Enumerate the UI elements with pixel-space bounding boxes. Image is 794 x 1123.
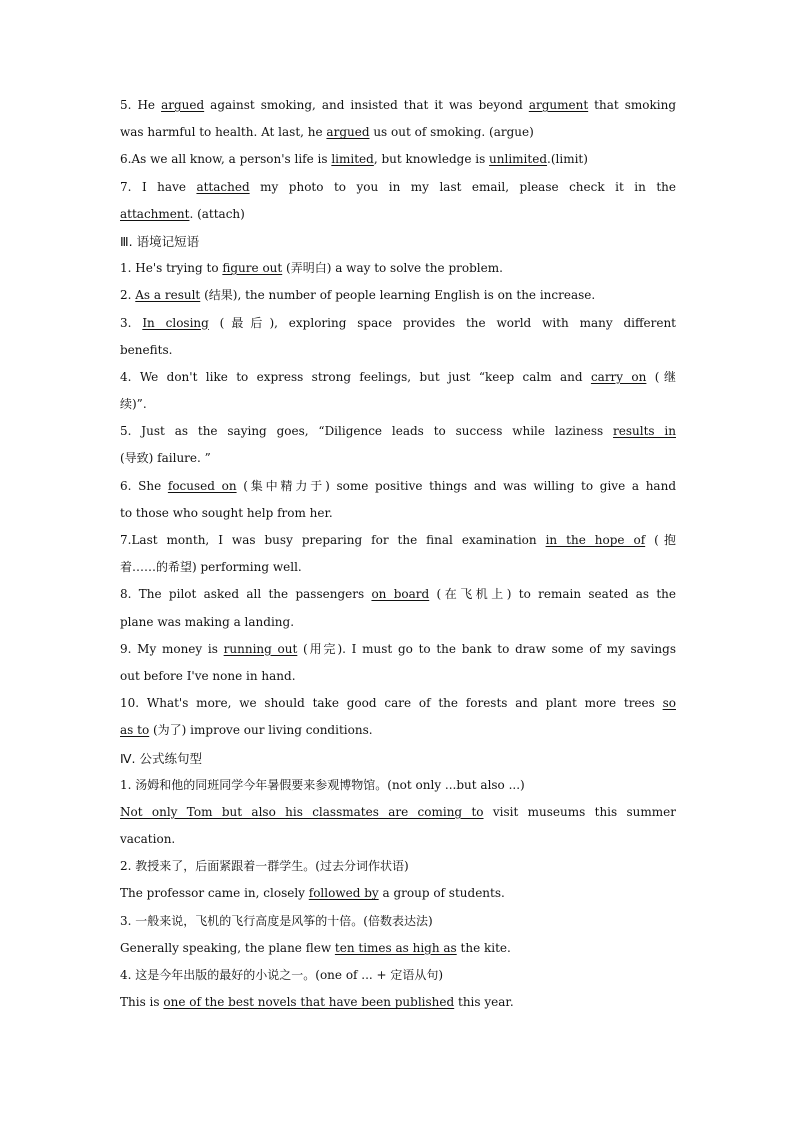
s4-item-4-answer: This is one of the best novels that have been published this year. [120,995,514,1010]
answer-blank: argued [161,98,205,112]
s3-item-7-line-1: 7.Last month, I was busy preparing for the final examination in the hope of (抱 [120,533,676,547]
s3-item-5-line-1: 5. Just as the saying goes, “Diligence leads to success while laziness results in [120,424,676,439]
answer-blank: so [662,696,676,711]
s3-item-10-line-1: 10. What's more, we should take good care of the forests and plant more trees so [120,696,676,711]
answer-blank: in the hope of [545,533,646,547]
answer-blank: unlimited [489,152,548,167]
answer-blank: limited [331,152,374,167]
item-7-line-1: 7. I have attached my photo to you in my last email, please check it in the [120,179,676,194]
s3-item-2: 2. As a result (结果), the number of people learning English is on the increase. [120,288,596,303]
s4-item-2-answer: The professor came in, closely followed by a group of students. [120,886,505,901]
s3-item-6-line-1: 6. She focused on (集中精力于) some positive things and was willing to give a hand [120,478,676,493]
s4-item-2-question: 2. 教授来了，后面紧跟着一群学生。(过去分词作状语) [120,859,409,874]
s3-item-4-line-1: 4. We don't like to express strong feelings, but just “keep calm and carry on (继 [120,369,676,384]
answer-blank: on board [371,587,430,602]
item-5-line-2: was harmful to health. At last, he argued us out of smoking. (argue) [120,125,534,140]
item-6: 6.As we all know, a person's life is limited, but knowledge is unlimited.(limit) [120,152,588,167]
s4-item-1-answer-line-2: vacation. [120,832,176,847]
answer-blank: Not only Tom but also his classmates are coming to [120,804,484,819]
answer-blank: followed by [308,886,379,901]
s3-item-8-line-1: 8. The pilot asked all the passengers on board (在飞机上) to remain seated as the [120,587,676,602]
s3-item-9-line-2: out before I've none in hand. [120,668,296,683]
s4-item-4-question: 4. 这是今年出版的最好的小说之一。(one of ... + 定语从句) [120,968,444,982]
document-page [120,92,676,1016]
answer-blank: argued [326,125,370,140]
s3-item-10-line-2: as to (为了) improve our living conditions. [120,723,373,738]
answer-blank: focused on [167,478,237,493]
answer-blank: In closing [142,315,209,330]
answer-blank: attachment [120,206,190,221]
s4-item-1-question: 1. 汤姆和他的同班同学今年暑假要来参观博物馆。(not only ...but also ...) [120,777,525,792]
s4-item-1-answer-line-1: Not only Tom but also his classmates are coming to visit museums this summer [120,804,676,819]
item-7-line-2: attachment. (attach) [120,206,245,221]
s4-item-3-answer: Generally speaking, the plane flew ten times as high as the kite. [120,940,511,955]
s3-item-1: 1. He's trying to figure out (弄明白) a way to solve the problem. [120,261,503,276]
s3-item-3-line-2: benefits. [120,342,173,357]
answer-blank: figure out [222,261,283,276]
section-4-heading: Ⅳ. 公式练句型 [120,750,202,766]
s3-item-9-line-1: 9. My money is running out (用完). I must go to the bank to draw some of my savings [120,641,676,656]
answer-blank: ten times as high as [334,940,457,955]
answer-blank: argument [528,98,589,112]
s3-item-7-line-2: 着……的希望) performing well. [120,560,302,575]
s3-item-8-line-2: plane was making a landing. [120,614,295,629]
s3-item-5-line-2: (导致) failure. ” [120,451,211,466]
item-5-line-1: 5. He argued against smoking, and insisted that it was beyond argument that smoking [120,98,676,112]
answer-blank: attached [196,179,250,194]
answer-blank: results in [613,424,676,439]
s3-item-3-line-1: 3. In closing (最后), exploring space provides the world with many different [120,315,676,330]
answer-blank: As a result [135,288,201,303]
answer-blank: as to [120,723,150,738]
answer-blank: running out [223,641,298,656]
section-3-heading: Ⅲ. 语境记短语 [120,233,200,249]
s3-item-6-line-2: to those who sought help from her. [120,505,333,520]
answer-blank: carry on [590,369,647,384]
s3-item-4-line-2: 续)”. [120,397,147,412]
answer-blank: one of the best novels that have been published [163,995,455,1010]
s4-item-3-question: 3. 一般来说，飞机的飞行高度是风筝的十倍。(倍数表达法) [120,913,433,928]
